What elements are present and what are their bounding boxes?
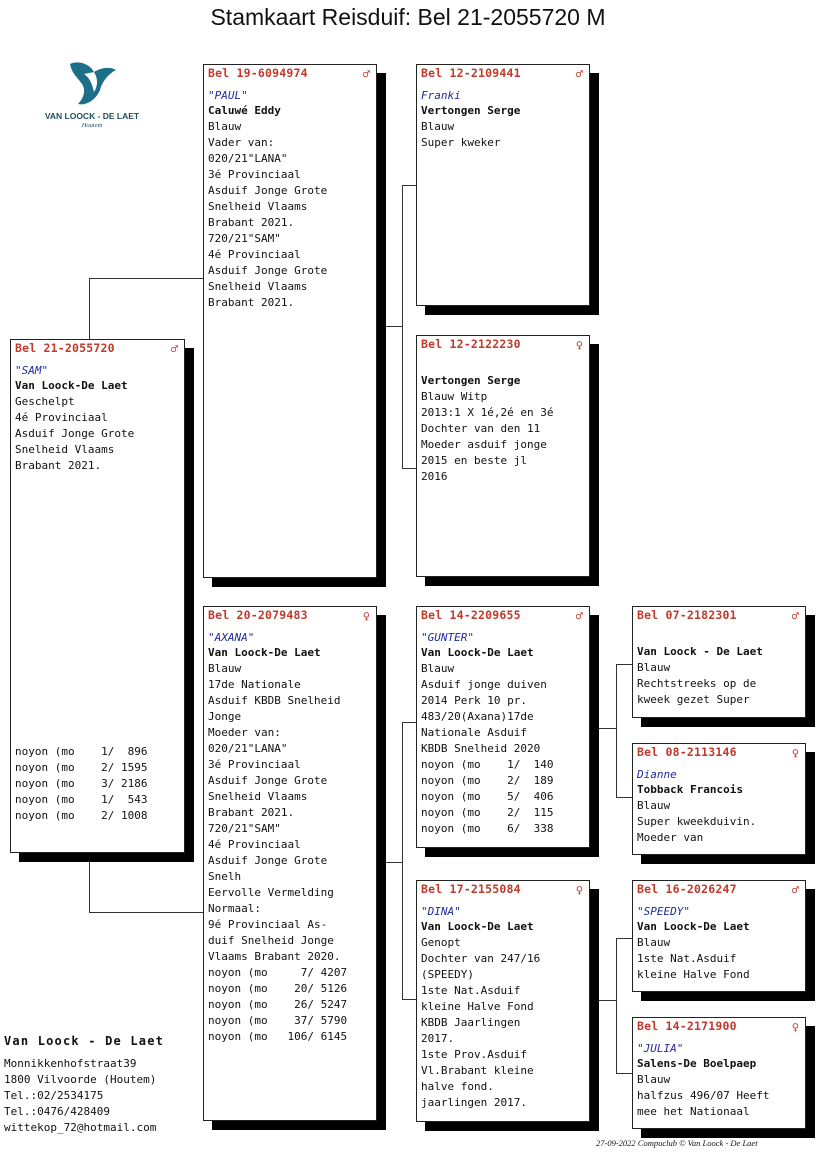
pigeon-card-mm-mother[interactable] xyxy=(632,1017,806,1129)
info-line: halfzus 496/07 Heeft xyxy=(637,1089,770,1102)
pigeon-card-mother[interactable] xyxy=(203,606,377,1121)
ring-number: Bel 12-2122230 xyxy=(421,337,521,351)
info-line: Rechtstreeks op de xyxy=(637,677,757,690)
race-result: noyon (mo 5/ 406 xyxy=(421,790,554,803)
connector-father-bracket xyxy=(384,326,402,327)
page-title: Stamkaart Reisduif: Bel 21-2055720 M xyxy=(210,4,606,30)
info-line: Asduif Jonge Grote xyxy=(208,264,328,277)
ring-number: Bel 12-2109441 xyxy=(421,66,521,80)
info-line: Blauw Witp xyxy=(421,390,488,403)
info-line: Asduif jonge duiven xyxy=(421,678,547,691)
owner-name: Van Loock-De Laet xyxy=(421,920,534,933)
info-line: (SPEEDY) xyxy=(421,968,474,981)
info-line: Blauw xyxy=(208,120,242,133)
pigeon-nickname: "AXANA" xyxy=(208,631,255,644)
connector-subject-father xyxy=(89,278,205,341)
pigeon-card-mother-mother[interactable] xyxy=(416,880,590,1122)
owner-name: Vertongen Serge xyxy=(421,374,521,387)
info-line: Asduif Jonge Grote xyxy=(208,854,328,867)
race-result: noyon (mo 106/ 6145 xyxy=(208,1030,348,1043)
breeder-info xyxy=(4,1034,194,1136)
info-line: kweek gezet Super xyxy=(637,693,750,706)
pigeon-card-mm-father[interactable] xyxy=(632,880,806,992)
pigeon-card-mother-father[interactable] xyxy=(416,606,590,848)
info-line: Blauw xyxy=(637,936,671,949)
connector-mother-parents xyxy=(402,722,417,1000)
info-line: 720/21"SAM" xyxy=(208,822,281,835)
ring-number: Bel 21-2055720 xyxy=(15,341,115,355)
info-line: kleine Halve Fond xyxy=(637,968,750,981)
info-line: 1ste Nat.Asduif xyxy=(637,952,737,965)
pigeon-nickname: Franki xyxy=(421,89,461,102)
logo-subtitle: Houtem xyxy=(81,122,103,129)
connector-mm-parents xyxy=(616,938,633,1074)
breeder-city: 1800 Vilvoorde (Houtem) xyxy=(4,1073,157,1086)
info-line: KBDB Snelheid 2020 xyxy=(421,742,541,755)
connector-subject-mother xyxy=(89,852,205,913)
ring-number: Bel 14-2171900 xyxy=(637,1019,737,1033)
info-line: jaarlingen 2017. xyxy=(421,1096,527,1109)
male-sex-icon: ♂ xyxy=(362,67,370,81)
info-line: Snelheid Vlaams xyxy=(208,790,308,803)
pigeon-card-subject[interactable] xyxy=(10,339,185,853)
race-result: noyon (mo 20/ 5126 xyxy=(208,982,348,995)
info-line: Dochter van 247/16 xyxy=(421,952,541,965)
info-line: Super kweekduivin. xyxy=(637,815,757,828)
race-result: noyon (mo 1/ 896 xyxy=(15,745,148,758)
race-result: noyon (mo 26/ 5247 xyxy=(208,998,348,1011)
race-result: noyon (mo 1/ 543 xyxy=(15,793,148,806)
pigeon-nickname: Dianne xyxy=(637,768,677,781)
owner-name: Van Loock - De Laet xyxy=(637,645,763,658)
ring-number: Bel 19-6094974 xyxy=(208,66,308,80)
info-line: Blauw xyxy=(421,120,455,133)
info-line: 2015 en beste jl xyxy=(421,454,527,467)
info-line: Asduif Jonge Grote xyxy=(15,427,135,440)
owner-name: Van Loock-De Laet xyxy=(208,646,321,659)
info-line: Blauw xyxy=(637,799,671,812)
info-line: Dochter van den 11 xyxy=(421,422,541,435)
female-sex-icon: ♀ xyxy=(791,1020,799,1034)
info-line: Snelheid Vlaams xyxy=(208,200,308,213)
owner-name: Tobback Francois xyxy=(637,783,743,796)
female-sex-icon: ♀ xyxy=(362,609,370,623)
info-line: 720/21"SAM" xyxy=(208,232,281,245)
female-sex-icon: ♀ xyxy=(791,746,799,760)
race-result: noyon (mo 3/ 2186 xyxy=(15,777,148,790)
breeder-mobile: Tel.:0476/428409 xyxy=(4,1105,110,1118)
info-line: Brabant 2021. xyxy=(208,296,295,309)
pigeon-nickname: "PAUL" xyxy=(208,89,248,102)
owner-name: Caluwé Eddy xyxy=(208,104,281,117)
pigeon-card-father[interactable] xyxy=(203,64,377,578)
pigeon-nickname: "GUNTER" xyxy=(421,631,474,644)
info-line: 4é Provinciaal xyxy=(208,248,301,261)
pigeon-card-father-mother[interactable] xyxy=(416,335,590,577)
ring-number: Bel 16-2026247 xyxy=(637,882,737,896)
info-line: Vader van: xyxy=(208,136,275,149)
pigeon-logo-icon xyxy=(34,58,150,110)
info-line: 3é Provinciaal xyxy=(208,168,301,181)
female-sex-icon: ♀ xyxy=(575,338,583,352)
info-line: 2016 xyxy=(421,470,448,483)
race-result: noyon (mo 2/ 115 xyxy=(421,806,554,819)
info-line: Nationale Asduif xyxy=(421,726,527,739)
info-line: Asduif KBDB Snelheid xyxy=(208,694,341,707)
male-sex-icon: ♂ xyxy=(575,67,583,81)
race-result: noyon (mo 1/ 140 xyxy=(421,758,554,771)
info-line: Genopt xyxy=(421,936,461,949)
breeder-phone: Tel.:02/2534175 xyxy=(4,1089,104,1102)
ring-number: Bel 08-2113146 xyxy=(637,745,737,759)
info-line: 17de Nationale xyxy=(208,678,301,691)
logo-name: VAN LOOCK - DE LAET xyxy=(44,111,140,121)
info-line: mee het Nationaal xyxy=(637,1105,750,1118)
info-line: Vlaams Brabant 2020. xyxy=(208,950,341,963)
info-line: Asduif Jonge Grote xyxy=(208,184,328,197)
info-line: Asduif Jonge Grote xyxy=(208,774,328,787)
pigeon-nickname: "JULIA" xyxy=(637,1042,684,1055)
info-line: Moeder van xyxy=(637,831,704,844)
logo xyxy=(34,58,150,130)
pigeon-card-father-father[interactable] xyxy=(416,64,590,306)
ring-number: Bel 17-2155084 xyxy=(421,882,521,896)
owner-name: Vertongen Serge xyxy=(421,104,521,117)
info-line: 9é Provinciaal As- xyxy=(208,918,328,931)
male-sex-icon: ♂ xyxy=(791,883,799,897)
owner-name: Van Loock-De Laet xyxy=(637,920,750,933)
info-line: Blauw xyxy=(637,661,671,674)
info-line: 2017. xyxy=(421,1032,455,1045)
pigeon-card-mf-father[interactable] xyxy=(632,606,806,718)
breeder-address: Monnikkenhofstraat39 xyxy=(4,1057,137,1070)
race-result: noyon (mo 37/ 5790 xyxy=(208,1014,348,1027)
connector-mother-bracket xyxy=(384,862,402,863)
info-line: 2014 Perk 10 pr. xyxy=(421,694,527,707)
footer-credit: 27-09-2022 Compuclub © Van Loock - De Laet xyxy=(596,1138,758,1148)
ring-number: Bel 20-2079483 xyxy=(208,608,308,622)
info-line: Normaal: xyxy=(208,902,261,915)
info-line: Snelh xyxy=(208,870,242,883)
info-line: 3é Provinciaal xyxy=(208,758,301,771)
info-line: 4é Provinciaal xyxy=(208,838,301,851)
connector-mf-bracket xyxy=(596,728,616,729)
info-line: Blauw xyxy=(637,1073,671,1086)
pigeon-nickname: "SAM" xyxy=(15,364,49,377)
info-line: 020/21"LANA" xyxy=(208,152,288,165)
male-sex-icon: ♂ xyxy=(575,609,583,623)
race-result: noyon (mo 2/ 1595 xyxy=(15,761,148,774)
info-line: Moeder van: xyxy=(208,726,281,739)
info-line: Brabant 2021. xyxy=(15,459,102,472)
pigeon-nickname: "SPEEDY" xyxy=(637,905,690,918)
connector-mm-bracket xyxy=(596,1000,616,1001)
ring-number: Bel 14-2209655 xyxy=(421,608,521,622)
male-sex-icon: ♂ xyxy=(791,609,799,623)
info-line: KBDB Jaarlingen xyxy=(421,1016,521,1029)
info-line: duif Snelheid Jonge xyxy=(208,934,334,947)
connector-mf-parents xyxy=(616,664,633,798)
info-line: 483/20(Axana)17de xyxy=(421,710,534,723)
info-line: Brabant 2021. xyxy=(208,216,295,229)
pigeon-nickname xyxy=(637,630,801,644)
info-line: 4é Provinciaal xyxy=(15,411,108,424)
info-line: Snelheid Vlaams xyxy=(15,443,115,456)
race-result: noyon (mo 6/ 338 xyxy=(421,822,554,835)
info-line: halve fond. xyxy=(421,1080,494,1093)
info-line: 2013:1 X 1é,2é en 3é xyxy=(421,406,554,419)
owner-name: Van Loock-De Laet xyxy=(421,646,534,659)
info-line: Super kweker xyxy=(421,136,501,149)
info-line: 1ste Nat.Asduif xyxy=(421,984,521,997)
male-sex-icon: ♂ xyxy=(170,342,178,356)
pigeon-nickname: "DINA" xyxy=(421,905,461,918)
info-line: 020/21"LANA" xyxy=(208,742,288,755)
info-line: Jonge xyxy=(208,710,242,723)
race-result: noyon (mo 2/ 1008 xyxy=(15,809,148,822)
owner-name: Salens-De Boelpaep xyxy=(637,1057,757,1070)
race-result: noyon (mo 2/ 189 xyxy=(421,774,554,787)
breeder-email: wittekop_72@hotmail.com xyxy=(4,1121,157,1134)
info-line: Moeder asduif jonge xyxy=(421,438,547,451)
pigeon-card-mf-mother[interactable] xyxy=(632,743,806,855)
owner-name: Van Loock-De Laet xyxy=(15,379,128,392)
connector-father-parents xyxy=(402,185,417,469)
race-result: noyon (mo 7/ 4207 xyxy=(208,966,348,979)
info-line: Geschelpt xyxy=(15,395,75,408)
info-line: Blauw xyxy=(421,662,455,675)
race-results xyxy=(15,744,147,824)
info-line: Blauw xyxy=(208,662,242,675)
info-line: Eervolle Vermelding xyxy=(208,886,334,899)
info-line: 1ste Prov.Asduif xyxy=(421,1048,527,1061)
info-line: Snelheid Vlaams xyxy=(208,280,308,293)
breeder-name: Van Loock - De Laet xyxy=(4,1034,165,1048)
female-sex-icon: ♀ xyxy=(575,883,583,897)
ring-number: Bel 07-2182301 xyxy=(637,608,737,622)
info-line: Brabant 2021. xyxy=(208,806,295,819)
pigeon-nickname xyxy=(421,359,585,373)
info-line: Vl.Brabant kleine xyxy=(421,1064,534,1077)
info-line: kleine Halve Fond xyxy=(421,1000,534,1013)
